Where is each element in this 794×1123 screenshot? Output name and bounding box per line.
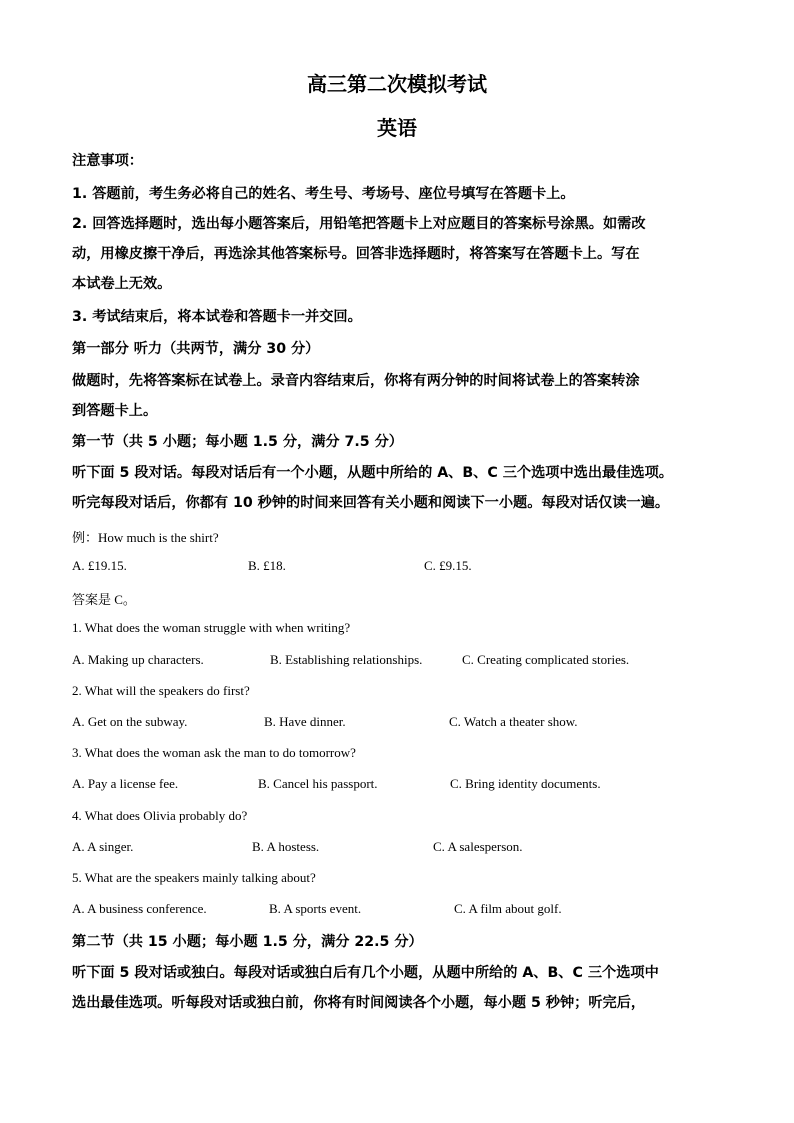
example-option-c: C. £9.15. [424,558,472,573]
question-4-option-b: B. A hostess. [252,839,320,854]
section2-instruction-line-1: 听下面 5 段对话或独白。每段对话或独白后有几个小题，从题中所给的 A、B、C 三个选项中 [72,965,659,981]
example-option-b: B. £18. [248,558,286,573]
question-5-option-b: B. A sports event. [269,901,362,916]
question-3-option-c: C. Bring identity documents. [450,776,601,791]
part1-instruction-line-2: 到答题卡上。 [72,403,158,419]
question-4-option-a: A. A singer. [72,839,134,854]
part1-heading: 第一部分 听力（共两节，满分 30 分） [72,341,320,357]
exam-title: 高三第二次模拟考试 [307,72,487,96]
part1-instruction-line-1: 做题时，先将答案标在试卷上。录音内容结束后，你将有两分钟的时间将试卷上的答案转涂 [72,373,640,389]
section2-instruction-line-2: 选出最佳选项。听每段对话或独白前，你将有时间阅读各个小题，每小题 5 秒钟；听完后， [72,995,646,1011]
section1-instruction-line-1: 听下面 5 段对话。每段对话后有一个小题，从题中所给的 A、B、C 三个选项中选出最佳选项。 [72,465,673,481]
notice-item-1: 1. 答题前，考生务必将自己的姓名、考生号、考场号、座位号填写在答题卡上。 [72,186,575,202]
question-1-option-b: B. Establishing relationships. [270,652,423,667]
question-2-option-a: A. Get on the subway. [72,714,188,729]
subject-title: 英语 [377,116,417,140]
question-1-option-c: C. Creating complicated stories. [462,652,630,667]
question-2-option-b: B. Have dinner. [264,714,346,729]
question-2: 2. What will the speakers do first? [72,683,250,698]
question-5-option-c: C. A film about golf. [454,901,562,916]
question-4-option-c: C. A salesperson. [433,839,523,854]
notice-item-3: 3. 考试结束后，将本试卷和答题卡一并交回。 [72,309,362,325]
section1-instruction-line-2: 听完每段对话后，你都有 10 秒钟的时间来回答有关小题和阅读下一小题。每段对话仅读一遍。 [72,495,670,511]
question-1-option-a: A. Making up characters. [72,652,204,667]
question-5-option-a: A. A business conference. [72,901,207,916]
example-answer: 答案是 C。 [72,592,136,607]
section1-heading: 第一节（共 5 小题；每小题 1.5 分，满分 7.5 分） [72,434,403,450]
question-4: 4. What does Olivia probably do? [72,808,248,823]
question-2-option-c: C. Watch a theater show. [449,714,578,729]
example-question: 例：How much is the shirt? [72,530,219,545]
notice-item-2-line-2: 动，用橡皮擦干净后，再选涂其他答案标号。回答非选择题时，将答案写在答题卡上。写在 [72,246,640,262]
example-option-a: A. £19.15. [72,558,127,573]
question-3-option-b: B. Cancel his passport. [258,776,378,791]
question-1: 1. What does the woman struggle with when writing? [72,620,351,635]
section2-heading: 第二节（共 15 小题；每小题 1.5 分，满分 22.5 分） [72,934,423,950]
notice-item-2-line-3: 本试卷上无效。 [72,276,172,292]
notice-heading: 注意事项： [72,153,143,169]
question-3-option-a: A. Pay a license fee. [72,776,179,791]
question-5: 5. What are the speakers mainly talking about? [72,870,316,885]
question-3: 3. What does the woman ask the man to do tomorrow? [72,745,356,760]
notice-item-2-line-1: 2. 回答选择题时，选出每小题答案后，用铅笔把答题卡上对应题目的答案标号涂黑。如需改 [72,216,646,232]
